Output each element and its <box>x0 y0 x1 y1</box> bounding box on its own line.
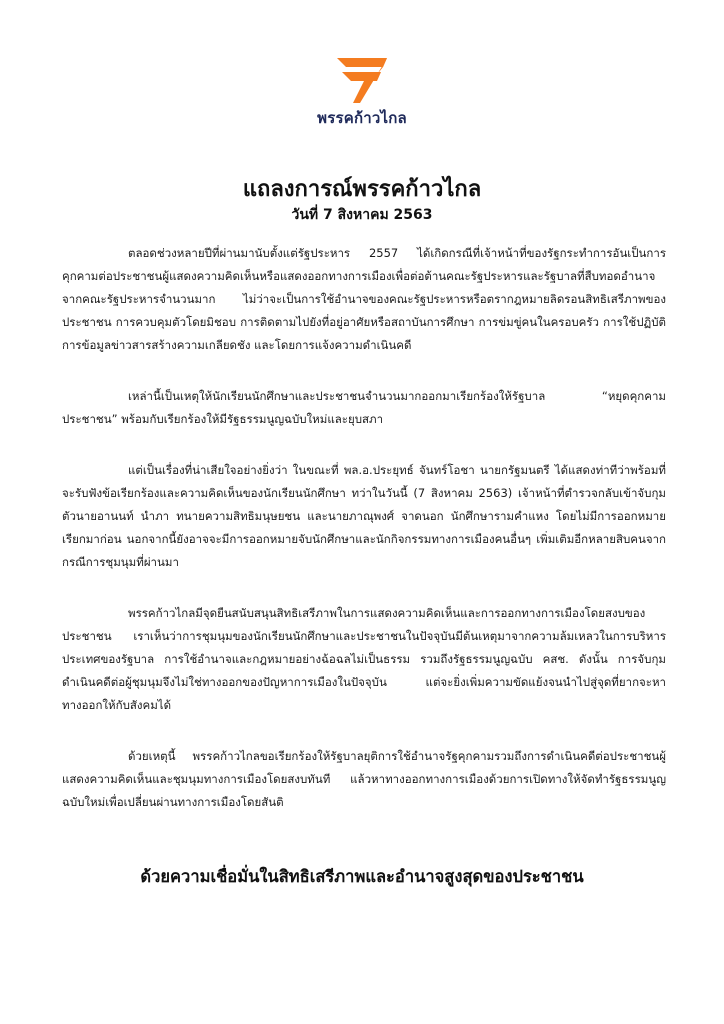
statement-body <box>62 242 666 842</box>
statement-title: แถลงการณ์พรรคก้าวไกล <box>242 177 482 202</box>
paragraph-5: ด้วยเหตุนี้ พรรคก้าวไกลขอเรียกร้องให้รัฐบาลยุติการใช้อำนาจรัฐคุกคามรวมถึงการดำเนินคดีต่อประชาชนผู้แสดงความคิดเห็นและชุมนุมทางการเมืองโดยสงบทันที แล้วหาทางออกทางการเมืองด้วยการเปิดทางให้จัดทำรัฐธรรมนูญฉบับใหม่เพื่อเปลี่ยนผ่านทางการเมืองโดยสันติ <box>62 749 666 809</box>
paragraph-4: พรรคก้าวไกลมีจุดยืนสนับสนุนสิทธิเสรีภาพในการแสดงความคิดเห็นและการออกทางการเมืองโดยสงบของประชาชน เราเห็นว่าการชุมนุมของนักเรียนนักศึกษาและประชาชนในปัจจุบันมีต้นเหตุมาจากความล้มเหลวในการบริหารประเทศของรัฐบาล การใช้อำนาจและกฎหมายอย่างฉ้อฉลไม่เป็นธรรม รวมถึงรัฐธรรมนูญฉบับ คสช. ดังนั้น การจับกุมดำเนินคดีต่อผู้ชุมนุมจึงไม่ใช่ทางออกของปัญหาการเมืองในปัจจุบัน แต่จะยิ่งเพิ่มความขัดแย้งจนนำไปสู่จุดที่ยากจะหาทางออกให้กับสังคมได้ <box>62 606 666 712</box>
party-name: พรรคก้าวไกล <box>317 109 407 127</box>
move-forward-party-logo-icon <box>334 54 390 104</box>
paragraph-3: แต่เป็นเรื่องที่น่าเสียใจอย่างยิ่งว่า ในขณะที่ พล.อ.ประยุทธ์ จันทร์โอชา นายกรัฐมนตรี ได้แสดงท่าทีว่าพร้อมที่จะรับฟังข้อเรียกร้องและความคิดเห็นของนักเรียนนักศึกษา ทว่าในวันนี้ (7 สิงหาคม 2563) เจ้าหน้าที่ตำรวจกลับเข้าจับกุมตัวนายอานนท์ นำภา ทนายความสิทธิมนุษยชน และนายภาณุพงศ์ จาดนอก นักศึกษารามคำแหง โดยไม่มีการออกหมายเรียกมาก่อน นอกจากนี้ยังอาจจะมีการออกหมายจับนักศึกษาและนักกิจกรรมทางการเมืองคนอื่นๆ เพิ่มเติมอีกหลายสิบคนจากกรณีการชุมนุมที่ผ่านมา <box>62 463 666 569</box>
party-logo <box>0 54 724 130</box>
paragraph-1: ตลอดช่วงหลายปีที่ผ่านมานับตั้งแต่รัฐประหาร 2557 ได้เกิดกรณีที่เจ้าหน้าที่ของรัฐกระทำการอันเป็นการคุกคามต่อประชาชนผู้แสดงความคิดเห็นหรือแสดงออกทางการเมืองเพื่อต่อต้านคณะรัฐประหารและรัฐบาลที่สืบทอดอำนาจจากคณะรัฐประหารจำนวนมาก ไม่ว่าจะเป็นการใช้อำนาจของคณะรัฐประหารหรือตรากฎหมายลิดรอนสิทธิเสรีภาพของประชาชน การควบคุมตัวโดยมิชอบ การติดตามไปยังที่อยู่อาศัยหรือสถาบันการศึกษา การข่มขู่คนในครอบครัว การใช้ปฏิบัติการข้อมูลข่าวสารสร้างความเกลียดชัง และโดยการแจ้งความดำเนินคดี <box>62 246 666 352</box>
paragraph-2: เหล่านี้เป็นเหตุให้นักเรียนนักศึกษาและประชาชนจำนวนมากออกมาเรียกร้องให้รัฐบาล “หยุดคุกคามประชาชน” พร้อมกับเรียกร้องให้มีรัฐธรรมนูญฉบับใหม่และยุบสภา <box>62 389 666 426</box>
closing-statement: ด้วยความเชื่อมั่นในสิทธิเสรีภาพและอำนาจสูงสุดของประชาชน <box>140 867 584 886</box>
statement-date: วันที่ 7 สิงหาคม 2563 <box>291 207 433 223</box>
